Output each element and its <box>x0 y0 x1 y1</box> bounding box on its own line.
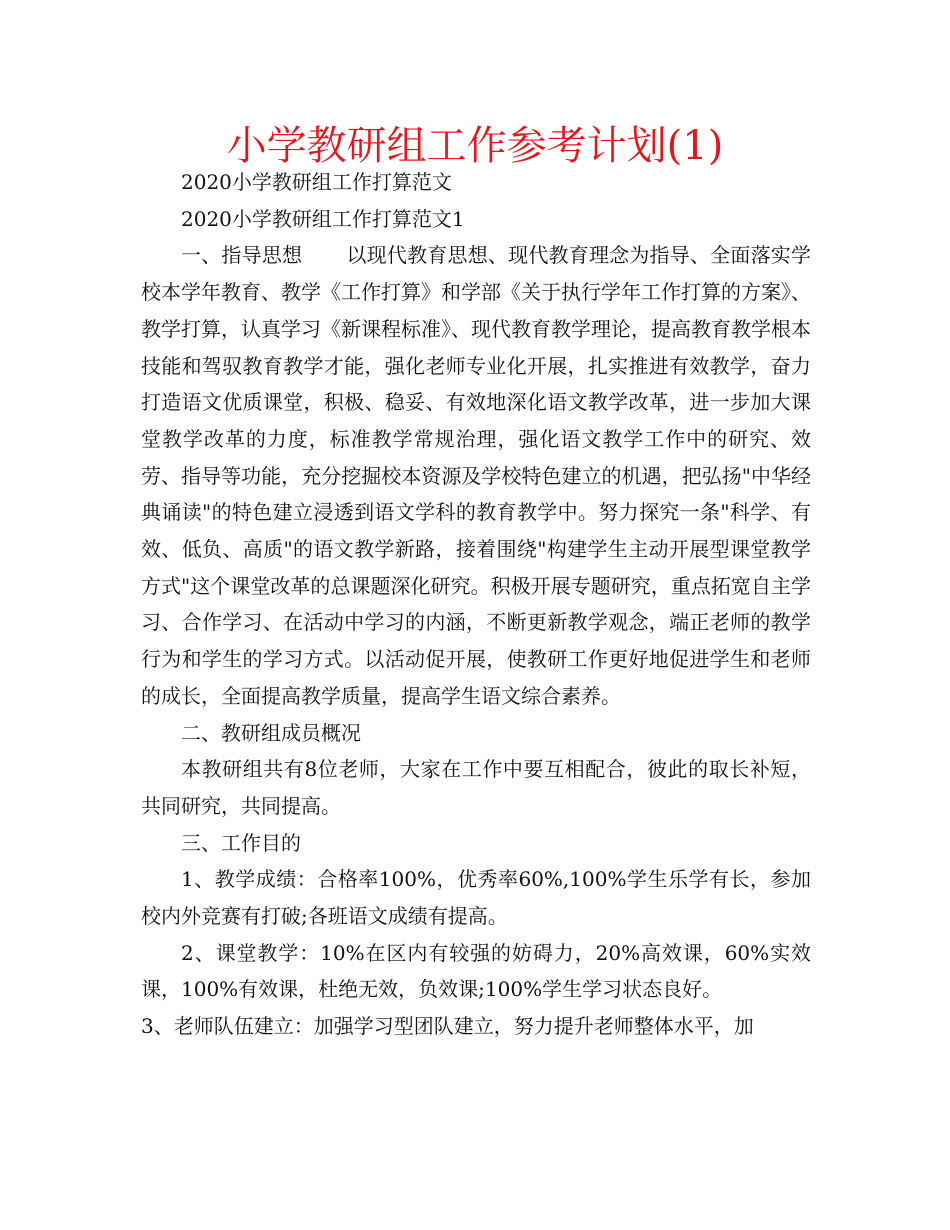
paragraph-goal-1: 1、教学成绩：合格率100%，优秀率60%,100%学生乐学有长，参加校内外竞赛有打破;各班语文成绩有提高。 <box>141 867 811 929</box>
document-title: 小学教研组工作参考计划(1) <box>226 123 724 169</box>
paragraph-members: 本教研组共有8位老师，大家在工作中要互相配合，彼此的取长补短，共同研究，共同提高。 <box>141 757 811 818</box>
paragraph-text: 以现代教育思想、现代教育理念为指导、全面落实学校本学年教育、教学《工作打算》和学部《关于执行学年工作打算的方案》、教学打算，认真学习《新课程标准》、现代教育教学理论，提高教育教学根本技能和驾驭教育教学才能，强化老师专业化开展，扎实推进有效教学，奋力打造语文优质课堂，积极、稳妥、有效地深化语文教学改革，进一步加大课堂教学改革的力度，标准教学常规治理，强化语文教学工作中的研究、效劳、指导等功能，充分挖掘校本资源及学校特色建立的机遇，把弘扬"中华经典诵读"的特色建立浸透到语文学科的教育教学中。努力探究一条"科学、有效、低负、高质"的语文教学新路，接着围绕"构建学生主动开展型课堂教学方式"这个课堂改革的总课题深化研究。积极开展专题研究，重点拓宽自主学习、合作学习、在活动中学习的内涵，不断更新教学观念，端正老师的教学行为和学生的学习方式。以活动促开展，使教研工作更好地促进学生和老师的成长，全面提高教学质量，提高学生语文综合素养。 <box>141 243 812 708</box>
paragraph-subtitle-1: 2020小学教研组工作打算范文1 <box>181 206 465 231</box>
paragraph-goal-2: 2、课堂教学：10%在区内有较强的妨碍力，20%高效课，60%实效课，100%有效课，杜绝无效，负效课;100%学生学习状态良好。 <box>141 940 811 1002</box>
document-body <box>141 164 811 1045</box>
paragraph-goal-3: 3、老师队伍建立：加强学习型团队建立，努力提升老师整体水平，加 <box>141 1014 754 1039</box>
paragraph-subtitle: 2020小学教研组工作打算范文 <box>181 170 452 194</box>
paragraph-guiding-thought <box>141 237 811 714</box>
section-heading-members: 二、教研组成员概况 <box>181 720 361 745</box>
section-heading: 一、指导思想 <box>181 243 303 268</box>
section-heading-goals: 三、工作目的 <box>181 830 301 855</box>
